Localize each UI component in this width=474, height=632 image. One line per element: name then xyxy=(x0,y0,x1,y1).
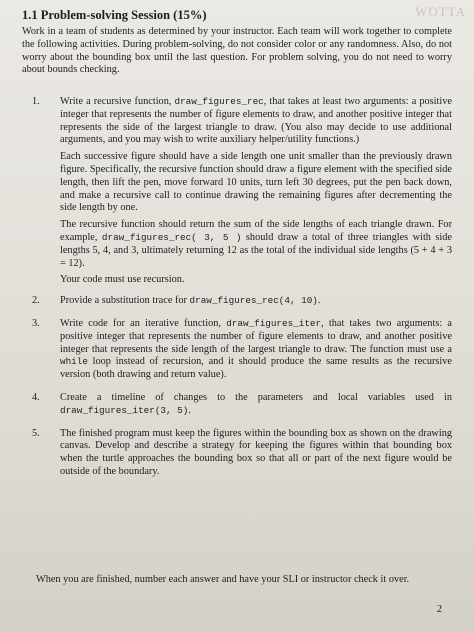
section-title: 1.1 Problem-solving Session (15%) xyxy=(22,8,207,22)
question-3: 3. Write code for an iterative function, draw_figures_iter, that takes two arguments: a positive integer that represents the number of figure elements to draw, and another positive integer that represents the side length of the largest triangle to draw. The function must use a while loop instead of recursion, and it should produce the same results as the recursive version (both drawing and return value). xyxy=(32,317,452,381)
footer-instructions: When you are finished, number each answer and have your SLI or instructor check it over. xyxy=(36,574,410,585)
question-5-text: The finished program must keep the figures within the bounding box as shown on the drawing canvas. Develop and describe a strategy for keeping the figures within that bounding box when the turtle approaches the bounding box so that all or part of the next figure would be outside of the boundary. xyxy=(60,427,452,477)
question-4: 4. Create a timeline of changes to the parameters and local variables used in draw_figures_iter(3, 5). xyxy=(32,391,452,416)
question-1-paragraph-4: Your code must use recursion. xyxy=(60,274,185,286)
question-5 xyxy=(22,428,452,479)
question-2: 2. Provide a substitution trace for draw_figures_rec(4, 10). xyxy=(32,295,321,307)
trace-call-code: draw_figures_rec(4, 10) xyxy=(189,295,318,307)
page-number: 2 xyxy=(436,604,442,615)
question-number: 4. xyxy=(32,391,40,403)
question-number: 2. xyxy=(32,295,40,307)
question-1 xyxy=(22,96,452,287)
question-number: 3. xyxy=(32,317,40,329)
question-1-paragraph-3: The recursive function should return the sum of the side lengths of each triangle drawn. For example, draw_figures_rec( 3, 5 ) should draw a total of three triangles with side lengths 5, 4, and 3, ultimately returning 12 as the total of the individual side lengths (5 + 4 + 3 = 12). xyxy=(60,219,452,269)
question-number: 5. xyxy=(32,427,40,439)
question-1-paragraph-2: Each successive figure should have a side length one unit smaller than the previously drawn figure. Specifically, the recursive function should draw a figure element with the specified side length, then lift the pen, move forward 10 units, turn left 30 degrees, put the pen back down, and make a recursive call to continue drawing the remaining figures after decrementing the side length by one. xyxy=(60,151,452,214)
intro-paragraph: Work in a team of students as determined by your instructor. Each team will work together to complete the following activities. During problem-solving, do not consider color or any randomness. Also, do not worry about the bounding box until the last question. For problem solving, you do not need to worry about bounds checking. xyxy=(22,26,452,76)
timeline-call-code: draw_figures_iter(3, 5) xyxy=(60,404,189,416)
question-list xyxy=(22,96,452,479)
while-keyword-code: while xyxy=(60,356,88,368)
question-number: 1. xyxy=(32,96,40,107)
iter-function-code: draw_figures_iter xyxy=(226,317,322,329)
function-name-code: draw_figures_rec xyxy=(174,96,264,107)
question-1-paragraph-1: Write a recursive function, draw_figures_rec, that takes at least two arguments: a positive integer that represents the number of figure elements to draw, and another positive integer that represents the side of the largest triangle to draw. (You also may decide to use additional arguments, and you may wish to write auxiliary helper/utility functions.) xyxy=(60,96,452,146)
watermark: WOTTA xyxy=(415,4,466,19)
example-call-code: draw_figures_rec( 3, 5 ) xyxy=(101,231,242,243)
